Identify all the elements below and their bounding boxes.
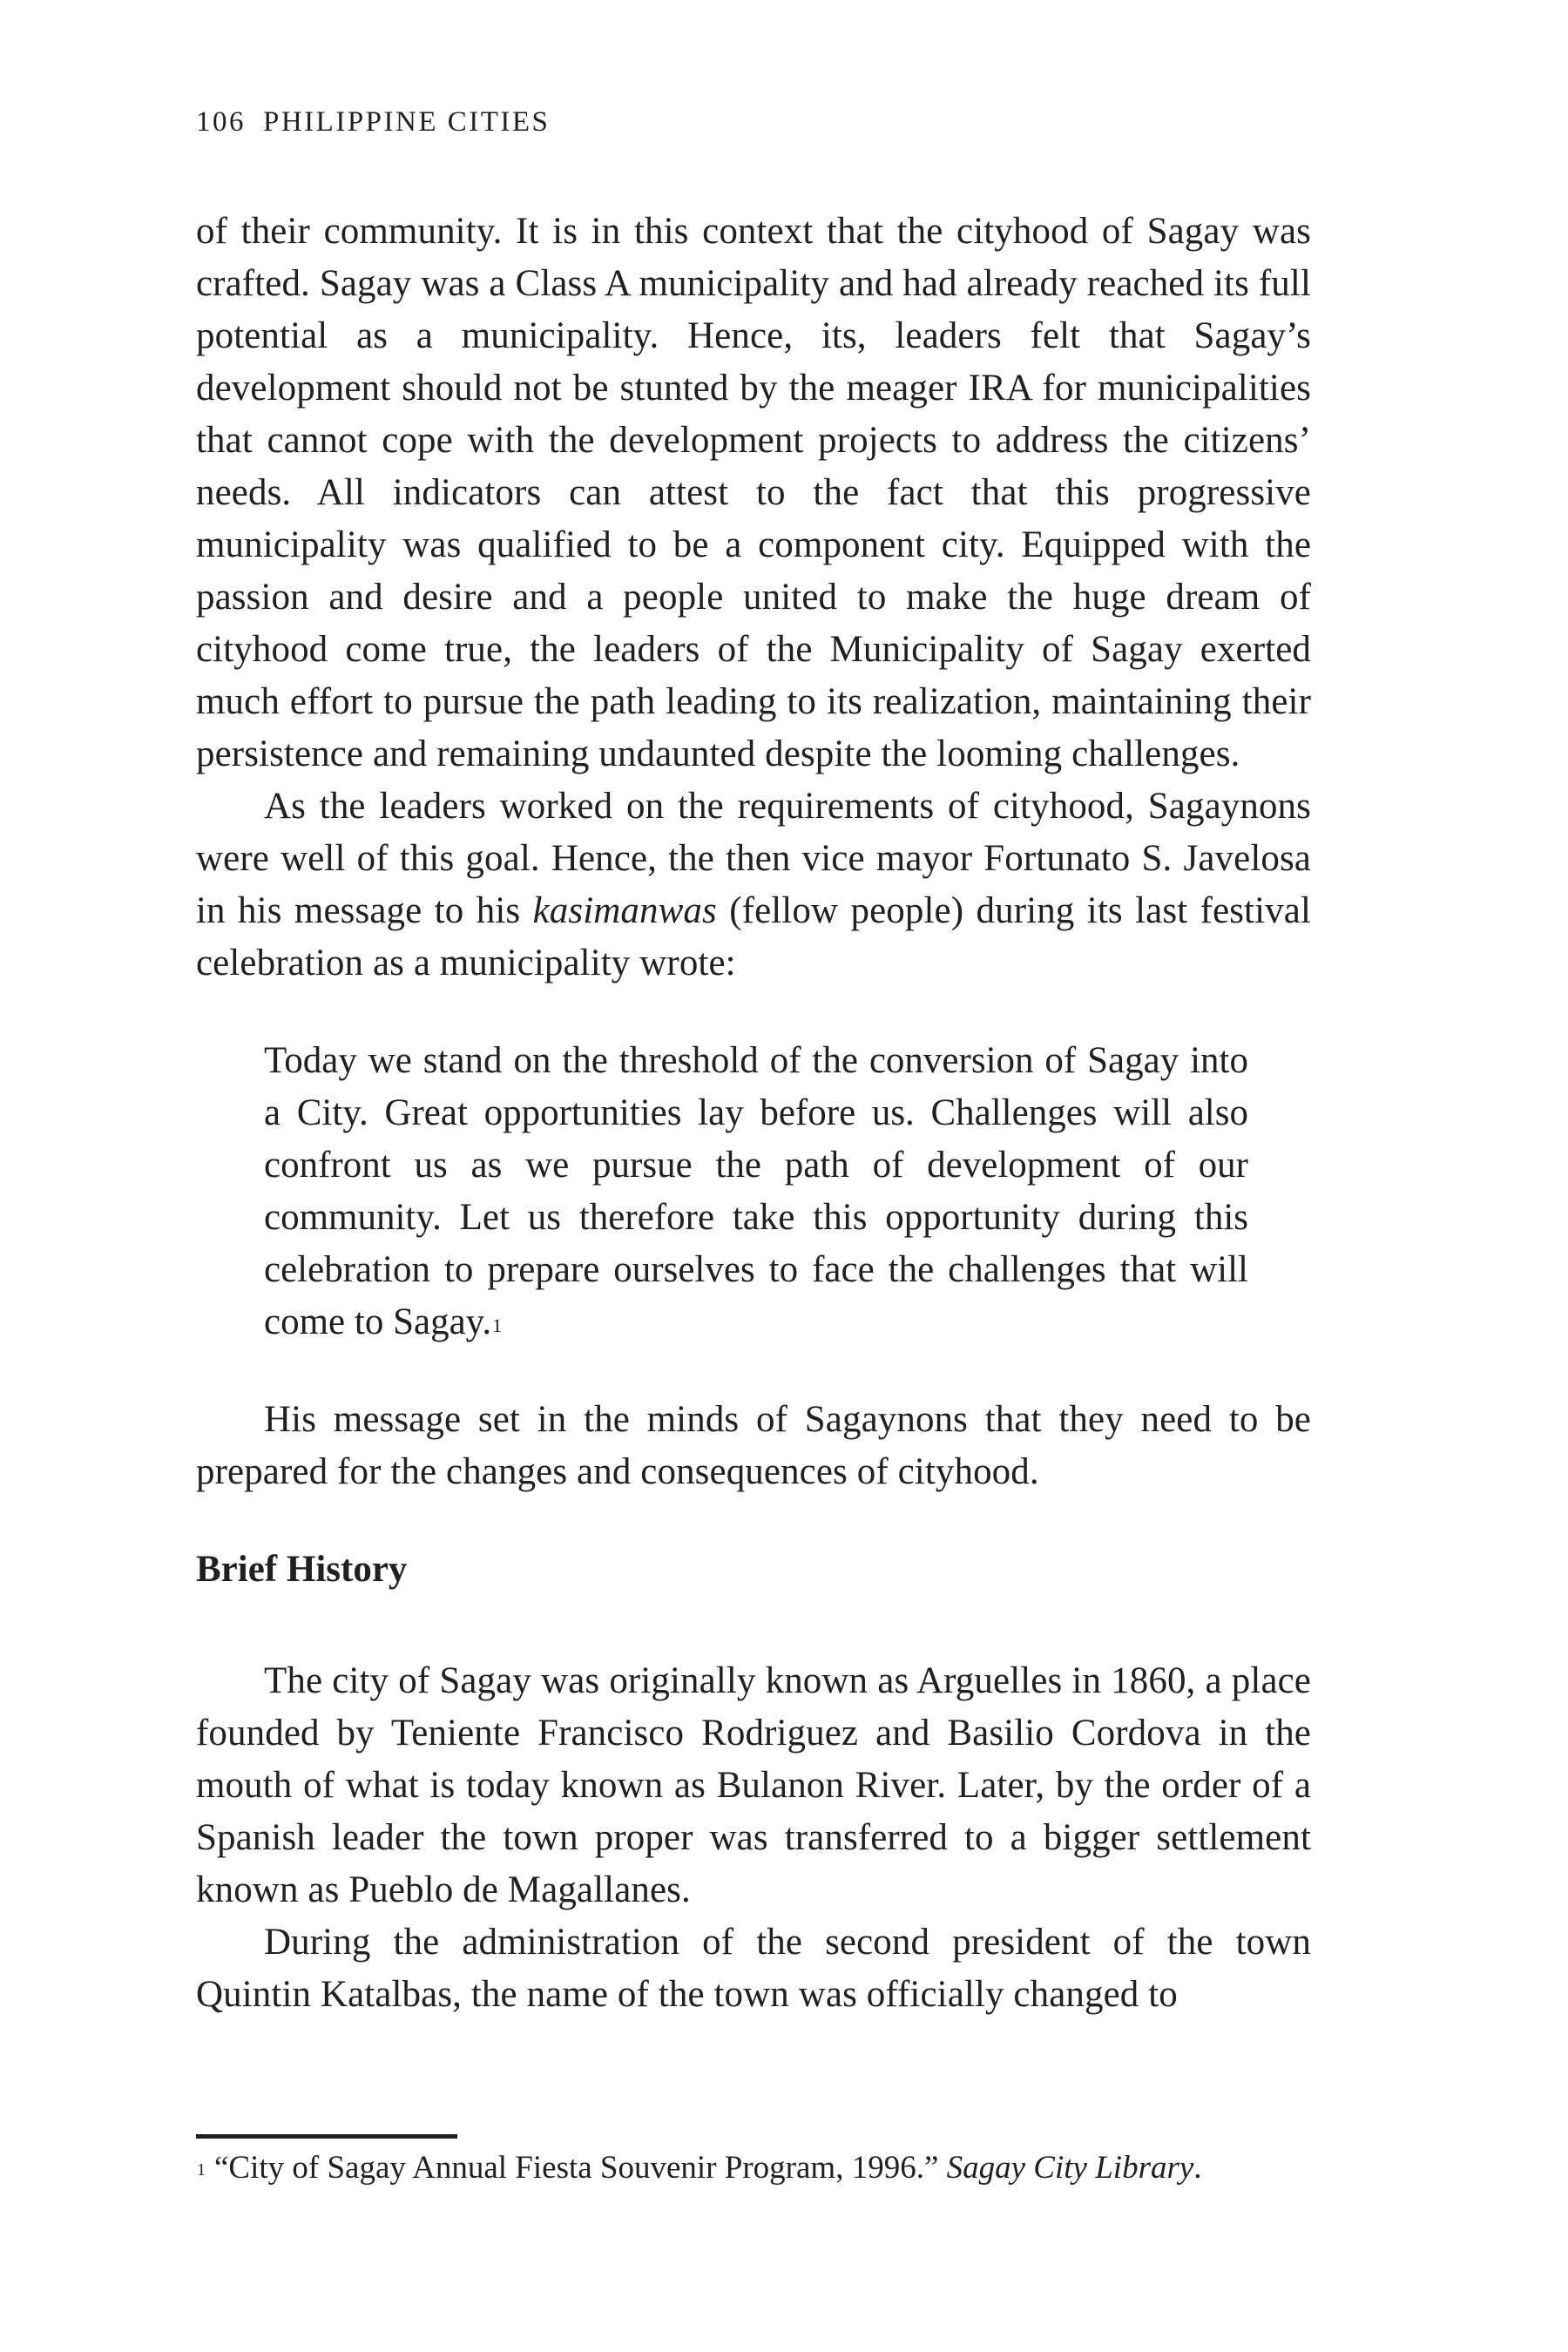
section-heading: Brief History bbox=[196, 1549, 408, 1590]
footnote-text: “City of Sagay Annual Fiesta Souvenir Program, 1996.” bbox=[214, 2150, 947, 2186]
running-title: PHILIPPINE CITIES bbox=[263, 106, 551, 138]
block-quote bbox=[264, 1035, 1248, 1348]
paragraph-text: As the leaders worked on the requirements of cityhood, Sagaynons were well of this goal. Hence, the then vice mayor Fortunato S. Javelosa in his message to his bbox=[196, 786, 1311, 931]
paragraph-continuation: of their community. It is in this context that the cityhood of Sagay was crafted. Sagay was a Class A municipality and had already reached its full potential as a municipality. Hence, its, leaders felt that Sagay’s development should not be stunted by the meager IRA for municipalities that cannot cope with the development projects to address the citizens’ needs. All indicators can attest to the fact that this progressive municipality was qualified to be a component city. Equipped with the passion and desire and a people united to make the huge dream of cityhood come true, the leaders of the Municipality of Sagay exerted much effort to pursue the path leading to its realization, maintaining their persistence and remaining undaunted despite the looming challenges. bbox=[196, 211, 1311, 774]
paragraph-history: The city of Sagay was originally known as Arguelles in 1860, a place founded by Teniente Francisco Rodriguez and Basilio Cordova in the mouth of what is today known as Bulanon River. Later, by the order of a Spanish leader the town proper was transferred to a bigger settlement known as Pueblo de Magallanes. bbox=[196, 1660, 1311, 1910]
footnote-divider bbox=[196, 2134, 457, 2139]
paragraph-vice-mayor bbox=[196, 781, 1311, 990]
body-text bbox=[196, 206, 1311, 2021]
footnote-end: . bbox=[1193, 2150, 1202, 2186]
running-header bbox=[196, 106, 550, 139]
paragraph-text: (fellow people) during its last festival celebration as a municipality wrote: bbox=[196, 890, 1311, 983]
page-number: 106 bbox=[196, 106, 246, 138]
footnote bbox=[196, 2146, 1311, 2190]
footnote-reference: 1 bbox=[492, 1315, 503, 1336]
footnote-source: Sagay City Library bbox=[946, 2150, 1194, 2186]
italic-term: kasimanwas bbox=[532, 890, 717, 931]
quote-text: Today we stand on the threshold of the conversion of Sagay into a City. Great opportunities lay before us. Challenges will also confront us as we pursue the path of development of our community. Let us therefore take this opportunity during this celebration to prepare ourselves to face the challenges that will come to Sagay. bbox=[264, 1040, 1248, 1342]
paragraph-after-quote: His message set in the minds of Sagaynons that they need to be prepared for the changes and consequences of cityhood. bbox=[196, 1399, 1311, 1492]
paragraph-administration: During the administration of the second president of the town Quintin Katalbas, the name of the town was officially changed to bbox=[196, 1922, 1311, 2015]
footnote-marker: 1 bbox=[197, 2160, 206, 2180]
